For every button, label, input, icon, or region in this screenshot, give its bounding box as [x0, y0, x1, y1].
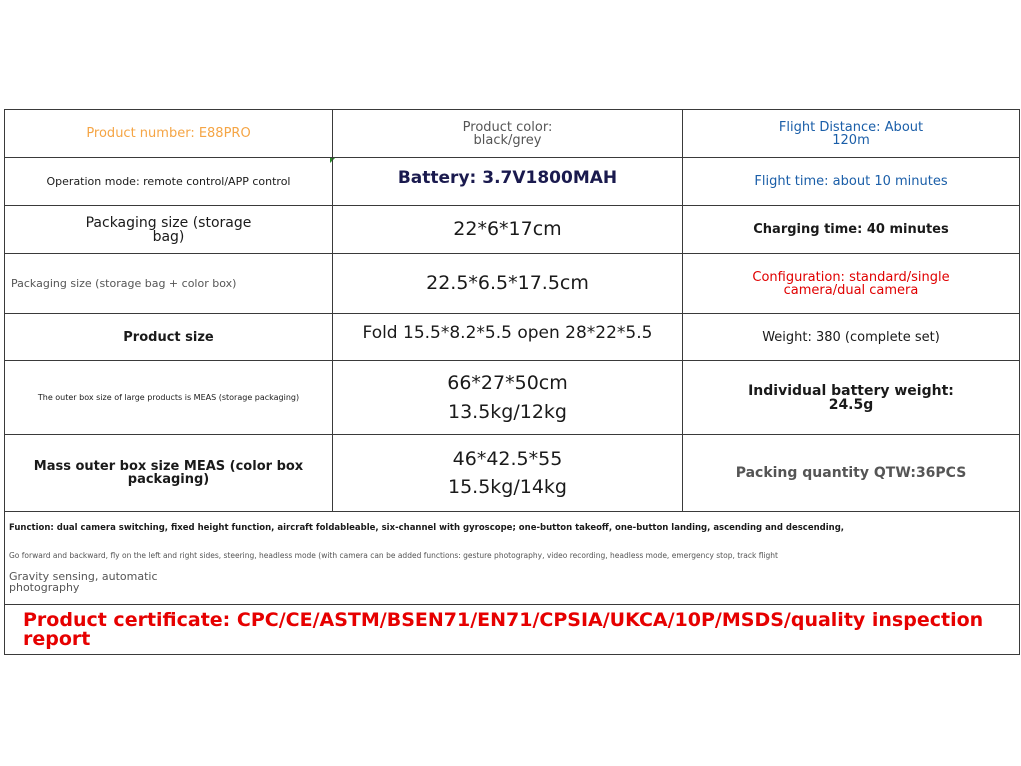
table-row: [5, 206, 1020, 254]
product-size-value-cell: Fold 15.5*8.2*5.5 open 28*22*5.5: [333, 314, 683, 361]
function-line-1: Function: dual camera switching, fixed height function, aircraft foldableable, six-channel with gyroscope; one-button takeoff, one-button landing, ascending and descending,: [9, 523, 845, 533]
packing-quantity-cell: Packing quantity QTW:36PCS: [683, 435, 1020, 512]
certificate-cell: [5, 605, 1020, 655]
battery-weight-cell: Individual battery weight: 24.5g: [683, 361, 1020, 435]
product-size-cell: Product size: [5, 314, 333, 361]
charging-time-cell: Charging time: 40 minutes: [683, 206, 1020, 254]
certificate-text: Product certificate: CPC/CE/ASTM/BSEN71/EN71/CPSIA/UKCA/10P/MSDS/quality inspection report: [23, 608, 984, 650]
table-row: [5, 361, 1020, 435]
table-row: [5, 512, 1020, 605]
outer-box-color-cell: Mass outer box size MEAS (color box packaging): [5, 435, 333, 512]
flight-distance-cell: Flight Distance: About 120m: [683, 110, 1020, 158]
product-number-cell: Product number: E88PRO: [5, 110, 333, 158]
packaging-size-value-cell: 22*6*17cm: [333, 206, 683, 254]
weight-cell: Weight: 380 (complete set): [683, 314, 1020, 361]
battery-cell: Battery: 3.7V1800MAH: [333, 158, 683, 206]
table-row: [5, 254, 1020, 314]
product-color-cell: Product color: black/grey: [333, 110, 683, 158]
table-row: [5, 110, 1020, 158]
table-row: [5, 605, 1020, 655]
function-line-2: Go forward and backward, fly on the left and right sides, steering, headless mode (with camera can be added functions: gesture photography, video recording, headless mode, emergency stop, track flight: [9, 550, 778, 560]
operation-mode-cell: Operation mode: remote control/APP control: [5, 158, 333, 206]
function-line-3b: photography: [9, 581, 80, 594]
outer-box-color-value-cell: 46*42.5*55 15.5kg/14kg: [333, 435, 683, 512]
flight-time-cell: Flight time: about 10 minutes: [683, 158, 1020, 206]
packaging-size-color-box-value-cell: 22.5*6.5*17.5cm: [333, 254, 683, 314]
function-line-3a: Gravity sensing, automatic: [9, 570, 158, 583]
function-cell: [5, 512, 1020, 605]
table-row: [5, 158, 1020, 206]
packaging-size-color-box-cell: Packaging size (storage bag + color box): [5, 254, 333, 314]
table-row: [5, 435, 1020, 512]
spec-table: [4, 109, 1020, 655]
packaging-size-cell: Packaging size (storage bag): [5, 206, 333, 254]
configuration-cell: Configuration: standard/single camera/dual camera: [683, 254, 1020, 314]
table-row: [5, 314, 1020, 361]
outer-box-storage-value-cell: 66*27*50cm 13.5kg/12kg: [333, 361, 683, 435]
outer-box-storage-cell: The outer box size of large products is MEAS (storage packaging): [5, 361, 333, 435]
